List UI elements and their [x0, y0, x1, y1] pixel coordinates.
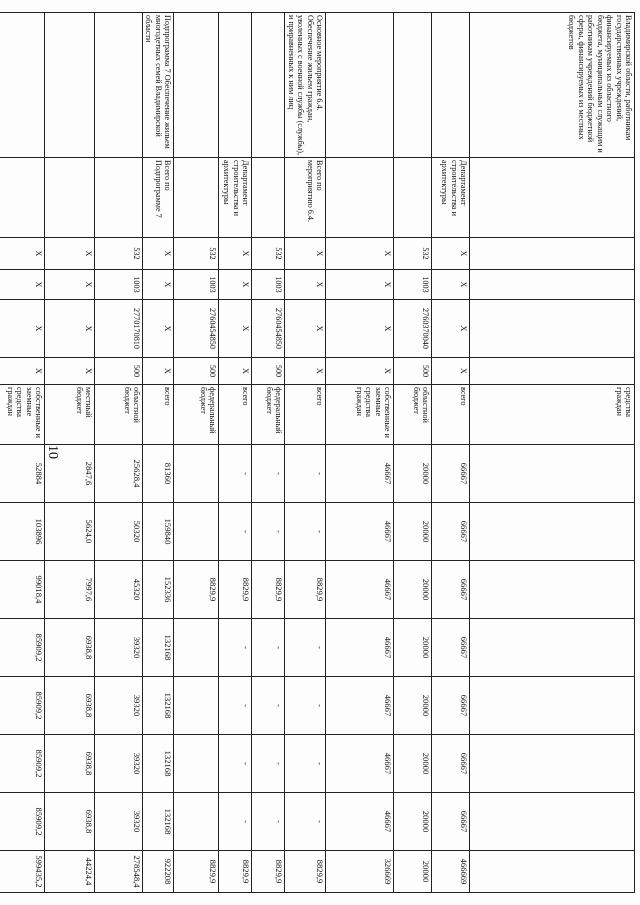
table-cell: 45320: [95, 561, 143, 619]
table-cell: 20000: [394, 793, 432, 851]
table-row: [219, 13, 252, 893]
table-cell: 81360: [143, 445, 174, 503]
table-cell: 5624,0: [45, 503, 95, 561]
table-cell: 1003: [174, 270, 219, 300]
table-cell: федеральный бюджет: [174, 385, 219, 445]
table-cell: 132168: [143, 793, 174, 851]
table-cell: 20000: [394, 503, 432, 561]
table-cell: всего: [285, 385, 326, 445]
table-cell: 20000: [394, 445, 432, 503]
table-cell: 8829,9: [285, 561, 326, 619]
table-cell: 532: [252, 238, 285, 270]
table-cell: 50320: [95, 503, 143, 561]
table-cell: [95, 158, 143, 238]
table-cell: собственные и заемные средства граждан: [0, 385, 45, 445]
table-cell: 66667: [432, 445, 470, 503]
budget-table: [0, 12, 635, 893]
table-cell: X: [432, 270, 470, 300]
table-cell: 1003: [95, 270, 143, 300]
table-cell: 66667: [432, 619, 470, 677]
table-cell: [174, 677, 219, 735]
table-cell: [219, 13, 252, 158]
table-cell: [394, 158, 432, 238]
table-cell: X: [219, 300, 252, 358]
table-cell: X: [219, 358, 252, 385]
table-cell: [470, 793, 635, 851]
table-cell: Основное мероприятие 6.4. Обеспечение жильем граждан, уволенных с военной службы (службы), и приравненных к ним лиц: [285, 13, 326, 158]
table-cell: Всего по Подпрограмме 7: [143, 158, 174, 238]
table-cell: X: [0, 358, 45, 385]
table-cell: [470, 358, 635, 385]
table-cell: 8829,9: [219, 561, 252, 619]
table-cell: [45, 13, 95, 158]
table-cell: -: [219, 445, 252, 503]
table-cell: 20000: [394, 851, 432, 893]
table-cell: 8829,9: [252, 851, 285, 893]
table-cell: [95, 13, 143, 158]
table-cell: собственные и заемные средства граждан: [326, 385, 394, 445]
table-row: [432, 13, 470, 893]
table-cell: -: [285, 677, 326, 735]
table-cell: X: [143, 358, 174, 385]
table-cell: Подпрограмма 7 Обеспечение жильем многодетных семей Владимирской области: [143, 13, 174, 158]
table-cell: 922208: [143, 851, 174, 893]
table-cell: 2847,6: [45, 445, 95, 503]
table-cell: средства граждан: [470, 385, 635, 445]
table-cell: 2760454850: [174, 300, 219, 358]
table-cell: X: [0, 238, 45, 270]
table-cell: [470, 735, 635, 793]
table-cell: 599435,2: [0, 851, 45, 893]
table-row: [394, 13, 432, 893]
table-cell: 132168: [143, 735, 174, 793]
table-cell: 532: [394, 238, 432, 270]
table-cell: 2770170810: [95, 300, 143, 358]
table-cell: 66667: [432, 793, 470, 851]
table-cell: [432, 13, 470, 158]
table-cell: -: [219, 793, 252, 851]
table-row: [45, 13, 95, 893]
table-cell: -: [252, 793, 285, 851]
table-cell: -: [219, 619, 252, 677]
table-cell: [470, 619, 635, 677]
table-row: [252, 13, 285, 893]
table-cell: [470, 851, 635, 893]
table-cell: [470, 238, 635, 270]
table-cell: 532: [174, 238, 219, 270]
table-row: [0, 13, 45, 893]
table-cell: [470, 445, 635, 503]
table-cell: 39320: [95, 793, 143, 851]
table-cell: 500: [394, 358, 432, 385]
table-cell: X: [0, 270, 45, 300]
table-cell: X: [219, 270, 252, 300]
table-row: [285, 13, 326, 893]
table-cell: 8829,9: [219, 851, 252, 893]
table-cell: [174, 735, 219, 793]
table-cell: [326, 13, 394, 158]
table-cell: 20000: [394, 619, 432, 677]
table-cell: X: [285, 270, 326, 300]
table-cell: [174, 619, 219, 677]
table-cell: 85909,2: [0, 677, 45, 735]
table-cell: [174, 793, 219, 851]
table-cell: 7997,6: [45, 561, 95, 619]
table-cell: 1003: [394, 270, 432, 300]
table-cell: 46667: [326, 619, 394, 677]
table-cell: местный бюджет: [45, 385, 95, 445]
table-cell: областной бюджет: [95, 385, 143, 445]
table-cell: 44224,4: [45, 851, 95, 893]
table-cell: 6938,8: [45, 677, 95, 735]
table-cell: X: [326, 358, 394, 385]
table-cell: 39320: [95, 735, 143, 793]
table-cell: X: [0, 300, 45, 358]
table-cell: X: [432, 300, 470, 358]
table-cell: 500: [95, 358, 143, 385]
table-cell: 8829,9: [285, 851, 326, 893]
table-cell: [252, 158, 285, 238]
table-cell: [470, 561, 635, 619]
table-cell: федеральный бюджет: [252, 385, 285, 445]
table-cell: [394, 13, 432, 158]
table-cell: 85909,2: [0, 735, 45, 793]
table-cell: X: [326, 300, 394, 358]
table-cell: 132168: [143, 619, 174, 677]
table-cell: -: [252, 503, 285, 561]
table-row: [174, 13, 219, 893]
table-cell: 46667: [326, 561, 394, 619]
table-cell: 132168: [143, 677, 174, 735]
table-cell: 20000: [394, 561, 432, 619]
table-cell: -: [285, 503, 326, 561]
table-cell: [174, 13, 219, 158]
table-cell: 85909,2: [0, 793, 45, 851]
table-cell: -: [285, 445, 326, 503]
table-cell: 500: [174, 358, 219, 385]
table-cell: X: [143, 270, 174, 300]
table-cell: X: [45, 358, 95, 385]
table-cell: X: [285, 358, 326, 385]
table-row: [95, 13, 143, 893]
table-cell: Всего по мероприятию 6.4.: [285, 158, 326, 238]
table-cell: 2760370040: [394, 300, 432, 358]
table-cell: X: [432, 358, 470, 385]
table-cell: X: [326, 238, 394, 270]
table-cell: 159840: [143, 503, 174, 561]
table-cell: -: [219, 735, 252, 793]
table-cell: -: [252, 735, 285, 793]
table-cell: 25628,4: [95, 445, 143, 503]
table-cell: [0, 13, 45, 158]
table-cell: X: [326, 270, 394, 300]
table-cell: 66667: [432, 735, 470, 793]
page-number: 10: [45, 445, 60, 459]
table-cell: Департамент строительства и архитектуры: [219, 158, 252, 238]
table-cell: 99018,4: [0, 561, 45, 619]
table-cell: всего: [432, 385, 470, 445]
table-cell: Департамент строительства и архитектуры: [432, 158, 470, 238]
table-cell: 66667: [432, 677, 470, 735]
rotated-table-container: [5, 12, 635, 888]
table-cell: -: [219, 677, 252, 735]
table-cell: 46667: [326, 445, 394, 503]
table-cell: [45, 158, 95, 238]
table-cell: [326, 158, 394, 238]
table-cell: [470, 300, 635, 358]
table-cell: 152336: [143, 561, 174, 619]
table-viewport: [5, 12, 635, 888]
table-cell: -: [219, 503, 252, 561]
table-cell: [174, 445, 219, 503]
table-row: [143, 13, 174, 893]
table-cell: X: [143, 238, 174, 270]
table-cell: 2760454850: [252, 300, 285, 358]
table-cell: 66667: [432, 561, 470, 619]
table-cell: -: [285, 793, 326, 851]
table-cell: [252, 13, 285, 158]
table-cell: -: [252, 445, 285, 503]
table-cell: [470, 677, 635, 735]
table-row: [326, 13, 394, 893]
table-cell: 466669: [432, 851, 470, 893]
table-cell: 85909,2: [0, 619, 45, 677]
table-cell: [470, 503, 635, 561]
table-cell: 1003: [252, 270, 285, 300]
table-cell: 8829,9: [174, 851, 219, 893]
table-cell: 39320: [95, 677, 143, 735]
table-cell: [470, 158, 635, 238]
table-cell: 39320: [95, 619, 143, 677]
table-cell: X: [45, 300, 95, 358]
table-cell: -: [285, 735, 326, 793]
table-cell: 46667: [326, 793, 394, 851]
table-cell: -: [285, 619, 326, 677]
table-cell: областной бюджет: [394, 385, 432, 445]
table-cell: [174, 158, 219, 238]
table-cell: X: [143, 300, 174, 358]
table-cell: X: [285, 300, 326, 358]
table-cell: X: [45, 238, 95, 270]
table-cell: 6938,8: [45, 619, 95, 677]
table-cell: 20000: [394, 677, 432, 735]
table-cell: X: [285, 238, 326, 270]
table-cell: 46667: [326, 503, 394, 561]
table-cell: 46667: [326, 735, 394, 793]
table-cell: 326669: [326, 851, 394, 893]
table-row: [470, 13, 635, 893]
table-cell: [174, 503, 219, 561]
table-cell: всего: [143, 385, 174, 445]
table-cell: 532: [95, 238, 143, 270]
table-cell: всего: [219, 385, 252, 445]
table-cell: 6938,8: [45, 735, 95, 793]
table-cell: 278548,4: [95, 851, 143, 893]
table-cell: 52884: [0, 445, 45, 503]
table-cell: 500: [252, 358, 285, 385]
table-cell: 8829,9: [252, 561, 285, 619]
table-cell: -: [252, 619, 285, 677]
table-cell: Владимирской области, работникам государственных учреждений, финансируемых из областного бюджета, муниципальным служащим и работникам учреждений бюджетной сферы, финансируемых из местных бюджетов: [470, 13, 635, 158]
table-cell: 66667: [432, 503, 470, 561]
table-cell: 103896: [0, 503, 45, 561]
table-cell: X: [432, 238, 470, 270]
table-cell: [0, 158, 45, 238]
table-cell: 6938,8: [45, 793, 95, 851]
table-cell: 46667: [326, 677, 394, 735]
table-cell: 20000: [394, 735, 432, 793]
table-cell: X: [219, 238, 252, 270]
table-cell: 8829,9: [174, 561, 219, 619]
table-cell: [470, 270, 635, 300]
table-cell: X: [45, 270, 95, 300]
table-cell: -: [252, 677, 285, 735]
